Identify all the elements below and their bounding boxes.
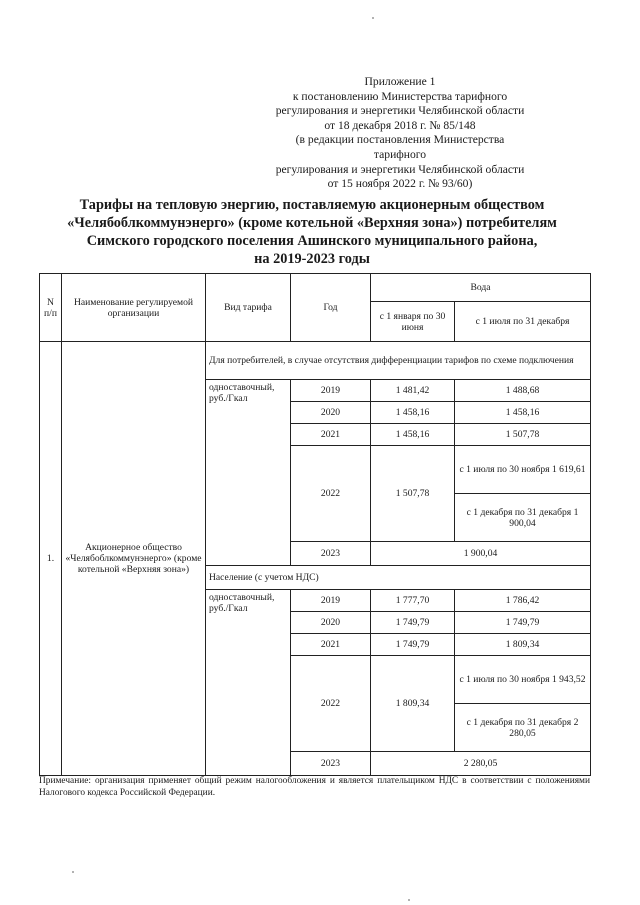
value-period-1: 1 777,70 bbox=[371, 590, 455, 612]
value-period-2: 1 488,68 bbox=[455, 380, 591, 402]
tariff-type: одноставочный, руб./Гкал bbox=[206, 380, 291, 566]
header-num: N п/п bbox=[40, 274, 62, 342]
tariffs-table bbox=[39, 273, 591, 776]
year-cell: 2023 bbox=[291, 542, 371, 566]
title-line: Тарифы на тепловую энергию, поставляемую акционерным обществом bbox=[79, 197, 545, 213]
header-org: Наименование регулируемой организации bbox=[62, 274, 206, 342]
year-cell: 2020 bbox=[291, 402, 371, 424]
value-period-1: 1 507,78 bbox=[371, 446, 455, 542]
tariff-type: одноставочный, руб./Гкал bbox=[206, 590, 291, 776]
value-period-1: 1 809,34 bbox=[371, 656, 455, 752]
header-water: Вода bbox=[371, 274, 591, 302]
section-label: Для потребителей, в случае отсутствия дифференциации тарифов по схеме подключения bbox=[206, 342, 591, 380]
value-period-2: 1 458,16 bbox=[455, 402, 591, 424]
appendix-line: от 18 декабря 2018 г. № 85/148 bbox=[324, 118, 476, 132]
section-label: Население (с учетом НДС) bbox=[206, 566, 591, 590]
year-cell: 2020 bbox=[291, 612, 371, 634]
title-line: «Челябоблкоммунэнерго» (кроме котельной «Верхняя зона») потребителям bbox=[67, 215, 557, 231]
value-subperiod: с 1 декабря по 31 декабря 1 900,04 bbox=[455, 494, 591, 542]
header-year: Год bbox=[291, 274, 371, 342]
value-period-1: 1 458,16 bbox=[371, 402, 455, 424]
appendix-line: (в редакции постановления Министерства тарифного bbox=[295, 133, 505, 161]
appendix-line: к постановлению Министерства тарифного bbox=[292, 89, 508, 103]
appendix-line: регулирования и энергетики Челябинской области bbox=[275, 162, 525, 176]
scan-speck bbox=[372, 17, 374, 19]
value-subperiod: с 1 июля по 30 ноября 1 619,61 bbox=[455, 446, 591, 494]
year-cell: 2021 bbox=[291, 424, 371, 446]
value-period-2: 1 786,42 bbox=[455, 590, 591, 612]
value-period-1: 1 458,16 bbox=[371, 424, 455, 446]
title-line: Симского городского поселения Ашинского муниципального района, bbox=[86, 233, 538, 249]
header-period-2: с 1 июля по 31 декабря bbox=[455, 302, 591, 342]
header-row bbox=[40, 274, 591, 302]
header-period-1: с 1 января по 30 июня bbox=[371, 302, 455, 342]
value-subperiod: с 1 июля по 30 ноября 1 943,52 bbox=[455, 656, 591, 704]
year-cell: 2022 bbox=[291, 656, 371, 752]
year-cell: 2019 bbox=[291, 380, 371, 402]
appendix-block bbox=[270, 75, 530, 192]
scan-speck bbox=[408, 899, 410, 901]
title-line: на 2019-2023 годы bbox=[254, 251, 370, 267]
appendix-line: регулирования и энергетики Челябинской области bbox=[275, 104, 525, 118]
document-title bbox=[52, 196, 572, 268]
value-merged: 2 280,05 bbox=[371, 752, 591, 776]
appendix-line: Приложение 1 bbox=[364, 75, 436, 88]
value-period-1: 1 749,79 bbox=[371, 634, 455, 656]
value-period-1: 1 481,42 bbox=[371, 380, 455, 402]
appendix-line: от 15 ноября 2022 г. № 93/60) bbox=[327, 177, 473, 191]
section-row bbox=[40, 342, 591, 380]
year-cell: 2022 bbox=[291, 446, 371, 542]
header-tariff-type: Вид тарифа bbox=[206, 274, 291, 342]
value-merged: 1 900,04 bbox=[371, 542, 591, 566]
year-cell: 2021 bbox=[291, 634, 371, 656]
value-period-2: 1 507,78 bbox=[455, 424, 591, 446]
scan-speck bbox=[72, 871, 74, 873]
row-number: 1. bbox=[40, 342, 62, 776]
value-subperiod: с 1 декабря по 31 декабря 2 280,05 bbox=[455, 704, 591, 752]
value-period-2: 1 749,79 bbox=[455, 612, 591, 634]
value-period-2: 1 809,34 bbox=[455, 634, 591, 656]
footnote: Примечание: организация применяет общий режим налогообложения и является плательщиком НДС в соответствии с положениями Налогового кодекса Российской Федерации. bbox=[39, 776, 590, 798]
organization-name: Акционерное общество «Челябоблкоммунэнерго» (кроме котельной «Верхняя зона») bbox=[62, 342, 206, 776]
year-cell: 2019 bbox=[291, 590, 371, 612]
value-period-1: 1 749,79 bbox=[371, 612, 455, 634]
year-cell: 2023 bbox=[291, 752, 371, 776]
